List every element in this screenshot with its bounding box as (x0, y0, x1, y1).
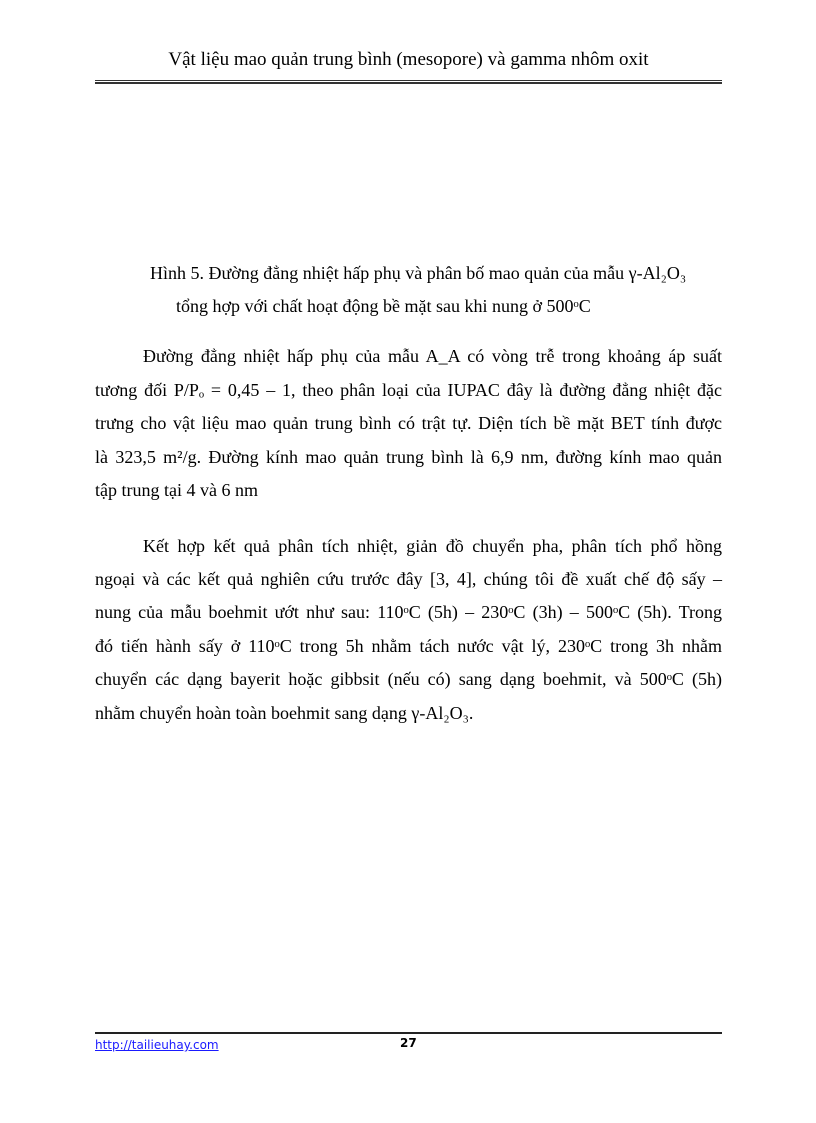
paragraph-line: nung của mẫu boehmit ướt như sau: 110ᵒC (5h) – 230ᵒC (3h) – 500ᵒC (5h). Trong (95, 602, 722, 622)
paragraph-line: nhằm chuyển hoàn toàn boehmit sang dạng γ-Al₂O₃. (95, 703, 474, 723)
paragraph-line: đó tiến hành sấy ở 110ᵒC trong 5h nhằm tách nước vật lý, 230ᵒC trong 3h nhằm (95, 636, 722, 656)
figure-caption-line-2: tổng hợp với chất hoạt động bề mặt sau khi nung ở 500ᵒC (176, 296, 591, 316)
header-divider (95, 80, 722, 84)
paragraph-line: Đường đẳng nhiệt hấp phụ của mẫu A_A có vòng trễ trong khoảng áp suất (143, 346, 722, 366)
paragraph-line: là 323,5 m²/g. Đường kính mao quản trung bình là 6,9 nm, đường kính mao quản (95, 447, 722, 467)
figure-caption-line-1: Hình 5. Đường đẳng nhiệt hấp phụ và phân bố mao quản của mẫu γ-Al₂O₃ (150, 263, 687, 283)
paragraph-line: tập trung tại 4 và 6 nm (95, 480, 258, 500)
paragraph-line: Kết hợp kết quả phân tích nhiệt, giản đồ chuyển pha, phân tích phổ hồng (143, 536, 722, 556)
paragraph-line: chuyển các dạng bayerit hoặc gibbsit (nếu có) sang dạng boehmit, và 500ᵒC (5h) (95, 669, 722, 689)
paragraph-line: ngoại và các kết quả nghiên cứu trước đây [3, 4], chúng tôi đề xuất chế độ sấy – (95, 569, 722, 589)
footer-divider (95, 1032, 722, 1034)
paragraph-line: trưng cho vật liệu mao quản trung bình có trật tự. Diện tích bề mặt BET tính được (95, 413, 722, 433)
footer-link[interactable]: http://tailieuhay.com (95, 1038, 219, 1052)
page-header-title: Vật liệu mao quản trung bình (mesopore) và gamma nhôm oxit (168, 49, 649, 70)
page-number: 27 (400, 1036, 417, 1050)
paragraph-line: tương đối P/Pₒ = 0,45 – 1, theo phân loại của IUPAC đây là đường đẳng nhiệt đặc (95, 380, 722, 400)
